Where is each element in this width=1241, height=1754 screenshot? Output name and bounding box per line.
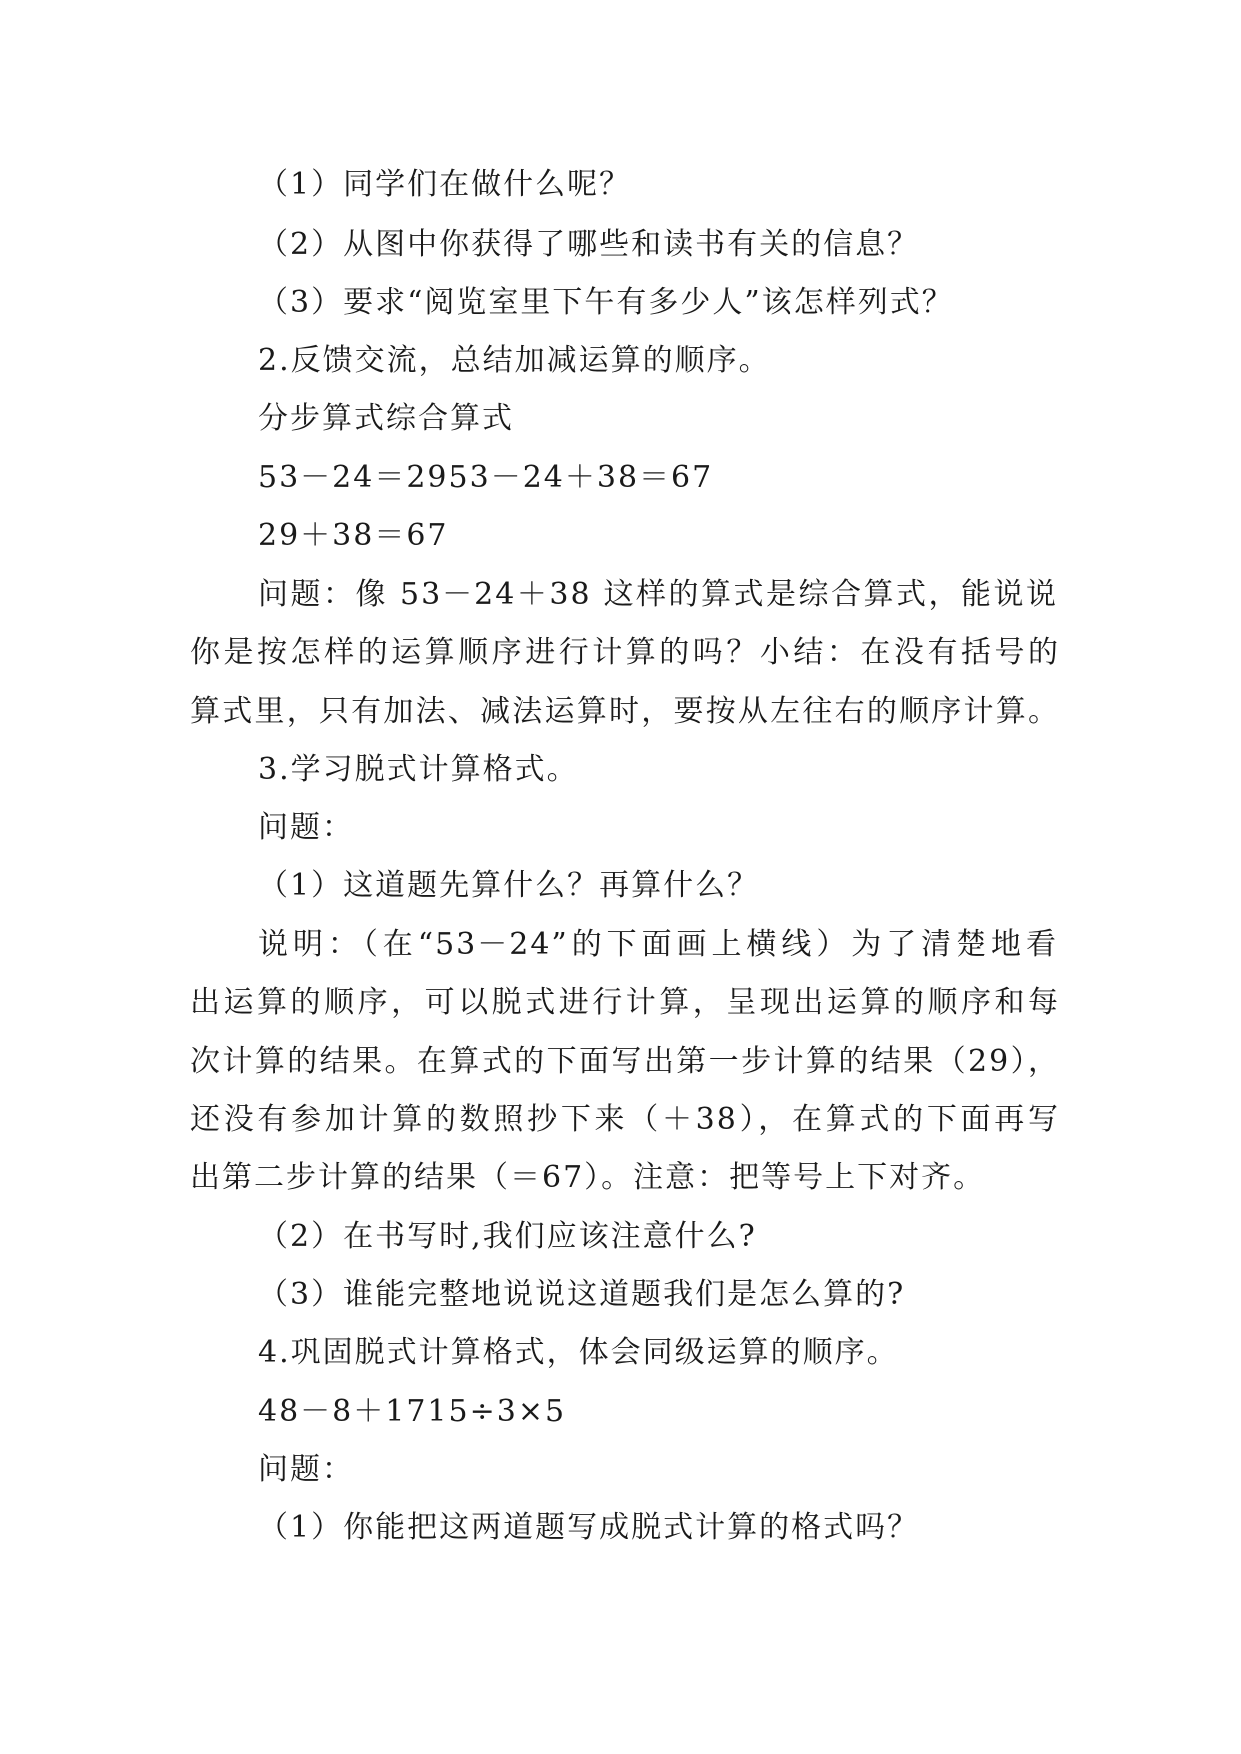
- explanation-line-5: 出第二步计算的结果（＝67）。注意：把等号上下对齐。: [190, 1160, 986, 1195]
- paragraph-question-line-3: 算式里，只有加法、减法运算时，要按从左往右的顺序计算。: [190, 694, 1060, 729]
- section-2-heading: 2.反馈交流，总结加减运算的顺序。: [258, 343, 771, 378]
- question-first-then: （1）这道题先算什么？再算什么？: [258, 868, 760, 903]
- question-label-2: 问题：: [258, 1452, 354, 1487]
- paragraph-question-line-2: 你是按怎样的运算顺序进行计算的吗？小结：在没有括号的: [190, 635, 1060, 670]
- question-1-what-doing: （1）同学们在做什么呢？: [258, 167, 632, 202]
- explanation-line-2: 出运算的顺序，可以脱式进行计算，呈现出运算的顺序和每: [190, 985, 1060, 1020]
- question-3-how-to-write: （3）要求“阅览室里下午有多少人”该怎样列式？: [258, 285, 954, 320]
- explanation-line-4: 还没有参加计算的数照抄下来（＋38），在算式的下面再写: [190, 1102, 1060, 1137]
- explanation-line-1: 说明：（在“53－24”的下面画上横线）为了清楚地看: [258, 927, 1058, 962]
- question-writing-attention: （2）在书写时,我们应该注意什么?: [258, 1219, 757, 1254]
- formula-line-1: 53－24＝2953－24＋38＝67: [258, 460, 714, 495]
- question-label: 问题：: [258, 810, 354, 845]
- formula-line-2: 29＋38＝67: [258, 518, 449, 553]
- paragraph-question-line-1: 问题：像 53－24＋38 这样的算式是综合算式，能说说: [258, 577, 1058, 612]
- formula-types-label: 分步算式综合算式: [258, 401, 514, 436]
- practice-formula: 48－8＋1715÷3×5: [258, 1394, 567, 1429]
- explanation-line-3: 次计算的结果。在算式的下面写出第一步计算的结果（29），: [190, 1044, 1060, 1079]
- section-3-heading: 3.学习脱式计算格式。: [258, 752, 579, 787]
- section-4-heading: 4.巩固脱式计算格式，体会同级运算的顺序。: [258, 1335, 899, 1370]
- question-write-format: （1）你能把这两道题写成脱式计算的格式吗？: [258, 1510, 920, 1545]
- question-complete-explain: （3）谁能完整地说说这道题我们是怎么算的?: [258, 1277, 906, 1312]
- question-2-reading-info: （2）从图中你获得了哪些和读书有关的信息？: [258, 227, 920, 262]
